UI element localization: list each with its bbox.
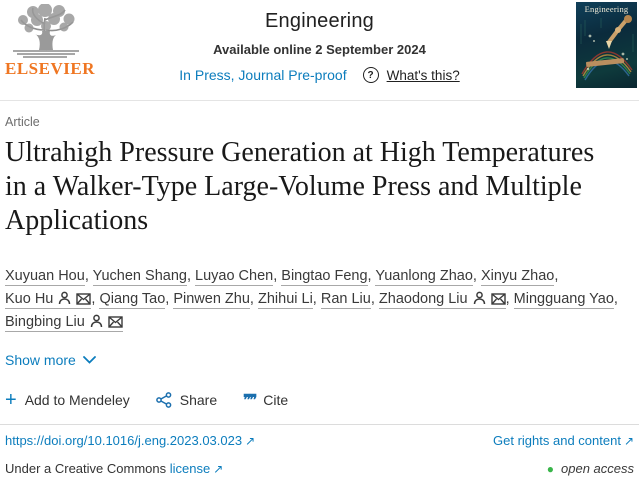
doi-text: https://doi.org/10.1016/j.eng.2023.03.023 (5, 433, 243, 448)
add-to-mendeley-button[interactable] (5, 389, 130, 411)
elsevier-logo[interactable] (5, 4, 105, 79)
author-link[interactable] (195, 268, 273, 286)
journal-cover[interactable] (576, 2, 637, 88)
author-link[interactable] (281, 268, 367, 286)
external-link-icon: ↗ (213, 462, 224, 476)
author-name: Bingtao Feng (281, 268, 368, 284)
open-access-label: open access (561, 461, 634, 476)
external-link-icon: ↗ (245, 434, 256, 448)
license-prefix: Under a Creative Commons (5, 461, 167, 476)
mail-icon[interactable] (491, 293, 506, 305)
cite-button[interactable] (243, 391, 288, 409)
doi-row (0, 425, 639, 448)
author-name: Ran Liu (320, 291, 371, 307)
author-link[interactable] (93, 268, 187, 286)
plus-icon: + (5, 389, 17, 411)
article-header (0, 0, 639, 101)
article-actions (5, 391, 634, 409)
cite-quotes-icon: ❞❞ (243, 392, 256, 409)
author-name: Zhihui Li (257, 291, 313, 307)
get-rights-link[interactable] (493, 433, 634, 448)
elsevier-tree-icon (9, 4, 83, 58)
author-link[interactable] (379, 291, 506, 309)
doi-link[interactable] (5, 433, 255, 448)
whats-this-link[interactable]: What's this? (386, 67, 460, 83)
in-press-link[interactable]: In Press, Journal Pre-proof (179, 67, 347, 83)
external-link-icon: ↗ (623, 434, 634, 448)
author-link[interactable] (258, 291, 313, 309)
open-access-badge (547, 461, 634, 476)
add-to-mendeley-label: Add to Mendeley (24, 392, 130, 408)
mail-icon[interactable] (108, 316, 123, 328)
author-link[interactable] (5, 314, 123, 332)
show-more-button[interactable] (5, 352, 96, 368)
author-link[interactable] (5, 291, 91, 309)
person-icon (473, 291, 486, 305)
open-access-dot-icon: ● (546, 461, 554, 476)
available-online-date: Available online 2 September 2024 (213, 42, 426, 57)
author-link[interactable] (375, 268, 473, 286)
author-link[interactable] (481, 268, 554, 286)
license-sentence (5, 461, 223, 476)
elsevier-wordmark: ELSEVIER (5, 59, 95, 78)
journal-header-center (110, 10, 529, 83)
share-label: Share (179, 392, 218, 408)
journal-title[interactable]: Engineering (265, 10, 374, 32)
author-name: Xuyuan Hou (5, 268, 85, 284)
author-name: Yuanlong Zhao (375, 268, 473, 284)
show-more-label: Show more (5, 352, 76, 368)
author-link[interactable] (321, 291, 371, 309)
person-icon (58, 291, 71, 305)
author-name: Zhaodong Liu (378, 291, 468, 307)
author-name: Bingbing Liu (5, 314, 85, 330)
author-name: Pinwen Zhu (173, 291, 250, 307)
article-title: Ultrahigh Pressure Generation at High Temperatures in a Walker-Type Large-Volume Press and Multiple Applications (5, 137, 595, 236)
license-link[interactable] (170, 461, 224, 476)
author-name: Kuo Hu (5, 291, 54, 307)
person-icon (90, 314, 103, 328)
license-link-text: license (169, 461, 211, 476)
article-summary (0, 115, 639, 409)
author-name: Luyao Chen (195, 268, 274, 284)
author-name: Xinyu Zhao (480, 268, 555, 284)
author-name: Yuchen Shang (92, 268, 187, 284)
journal-cover-art (576, 14, 637, 88)
share-icon (156, 392, 172, 408)
author-link[interactable] (173, 291, 250, 309)
question-mark-icon[interactable]: ? (363, 67, 379, 83)
mail-icon[interactable] (76, 293, 91, 305)
author-name: Mingguang Yao (513, 291, 614, 307)
journal-cover-title: Engineering (584, 4, 629, 14)
chevron-down-icon (83, 356, 96, 364)
share-button[interactable] (156, 392, 217, 408)
author-link[interactable] (5, 268, 85, 286)
get-rights-text: Get rights and content (493, 433, 621, 448)
article-type-label: Article (5, 115, 40, 129)
author-list: Xuyuan Hou, Yuchen Shang, Luyao Chen, Bingtao Feng, Yuanlong Zhao, Xinyu Zhao, Kuo Hu , Qiang Tao, Pinwen Zhu, Zhihui Li, Ran Liu, Zhaodong Liu , Mingguang Yao, Bingbing Liu (5, 268, 618, 330)
author-name: Qiang Tao (99, 291, 166, 307)
license-row (0, 448, 639, 476)
author-link[interactable] (99, 291, 165, 309)
cite-label: Cite (263, 392, 289, 408)
author-link[interactable] (514, 291, 614, 309)
